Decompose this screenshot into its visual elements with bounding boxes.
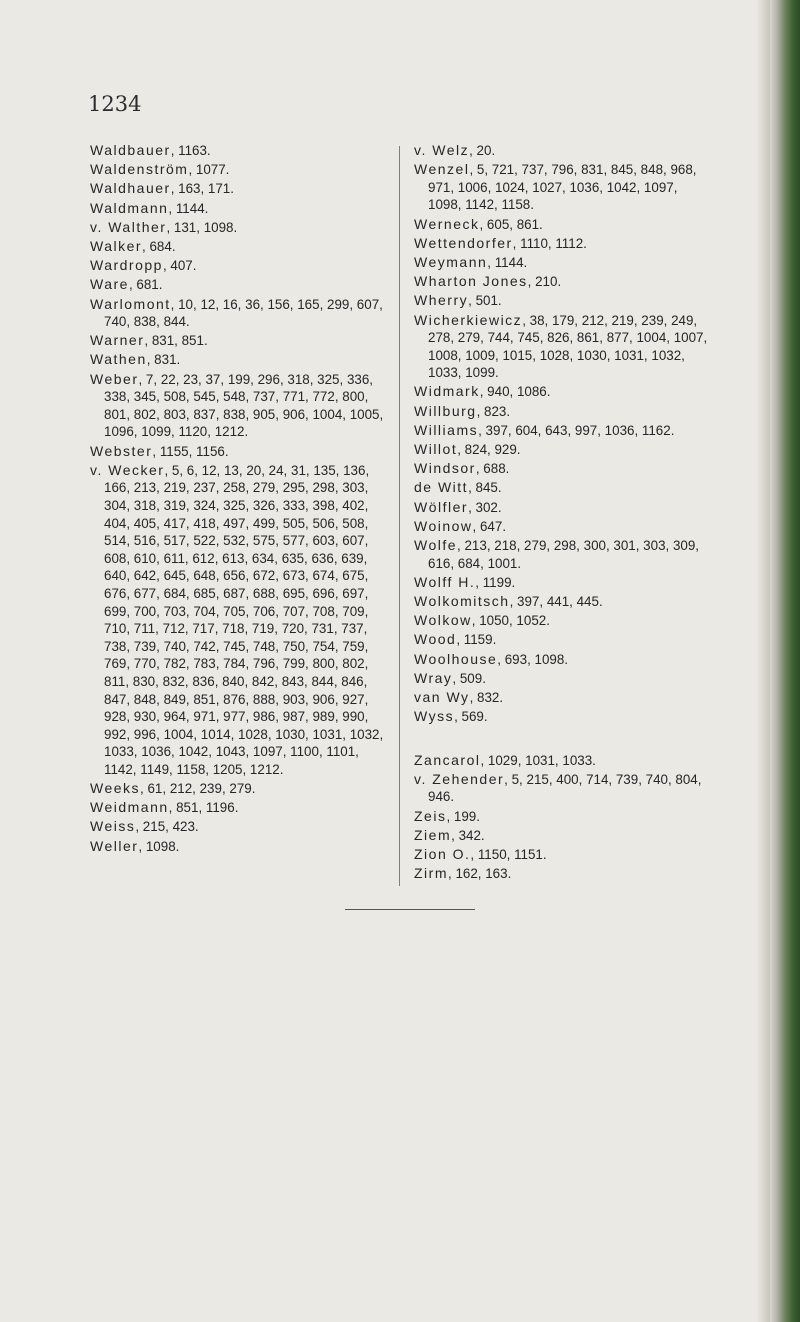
index-entry [414, 383, 714, 401]
index-entry [414, 537, 714, 572]
entry-name: v. Wecker [90, 461, 165, 478]
entry-name: Weidmann [90, 799, 169, 816]
index-entry [414, 499, 714, 517]
index-entry [90, 443, 392, 461]
index-entry [414, 651, 714, 669]
entry-name: Woinow [414, 517, 473, 534]
index-entry [90, 238, 392, 256]
entry-name: Warner [90, 332, 145, 349]
entry-name: Weymann [414, 253, 488, 270]
entry-page-refs: , 1159. [456, 632, 497, 648]
entry-page-refs: , 509. [452, 670, 486, 686]
entry-name: Warlomont [90, 295, 171, 312]
entry-page-refs: , 1098. [138, 838, 180, 854]
index-entry [90, 142, 392, 160]
entry-name: Wathen [90, 351, 147, 368]
entry-name: Wettendorfer [414, 234, 513, 251]
entry-name: Webster [90, 442, 153, 459]
entry-name: v. Walther [90, 218, 167, 235]
entry-page-refs: , 845. [468, 480, 502, 496]
entry-name: Weber [90, 370, 139, 387]
index-entry [414, 292, 714, 310]
entry-name: Weeks [90, 780, 141, 797]
entry-page-refs: , 688. [475, 461, 510, 477]
entry-page-refs: , 7, 22, 23, 37, 199, 296, 318, 325, 336, 338, 345, 508, 545, 548, 737, 771, 772, 800, 801, 802, 803, 837, 838, 905, 906, 1004, 1005, 1096, 1099, 1120, 1212. [104, 371, 384, 440]
entry-name: Wenzel [414, 161, 470, 178]
entry-page-refs: , 647. [472, 518, 507, 534]
entry-page-refs: , 342. [451, 827, 485, 843]
index-entry [414, 235, 714, 253]
entry-page-refs: , 1110, 1112. [512, 235, 587, 251]
entry-page-refs: , 940, 1086. [479, 384, 551, 400]
index-entry [414, 827, 714, 845]
index-entry [414, 441, 714, 459]
entry-page-refs: , 831, 851. [144, 333, 208, 349]
entry-name: Werneck [414, 215, 480, 232]
index-entry [90, 462, 392, 779]
index-entry [414, 631, 714, 649]
entry-page-refs: , 831. [146, 352, 181, 368]
index-entry [414, 161, 714, 214]
index-entry [414, 479, 714, 497]
entry-page-refs: , 693, 1098. [497, 651, 569, 667]
entry-page-refs: , 38, 179, 212, 219, 239, 249, 278, 279, 744, 745, 826, 861, 877, 1004, 1007, 1008, 1009, 1015, 1028, 1030, 1031, 1032, 1033, 1099. [428, 312, 708, 381]
entry-name: Wherry [414, 292, 469, 309]
end-rule [345, 909, 475, 910]
entry-name: van Wy [414, 688, 470, 705]
entry-name: Wood [414, 631, 457, 648]
index-entry [90, 371, 392, 441]
index-entry [414, 752, 714, 770]
entry-name: Windsor [414, 460, 476, 477]
entry-name: Williams [414, 421, 479, 438]
index-entry [414, 670, 714, 688]
index-entry [90, 296, 392, 331]
entry-name: Weiss [90, 818, 136, 835]
index-entry [90, 161, 392, 179]
entry-page-refs: , 20. [469, 143, 496, 158]
index-column-right [414, 142, 714, 884]
entry-page-refs: , 10, 12, 16, 36, 156, 165, 299, 607, 740, 838, 844. [104, 296, 383, 330]
index-entry [414, 593, 714, 611]
entry-name: v. Welz [414, 142, 470, 158]
entry-page-refs: , 501. [468, 293, 502, 309]
entry-name: Zancarol [414, 751, 481, 768]
entry-page-refs: , 397, 441, 445. [509, 593, 603, 609]
entry-page-refs: , 1029, 1031, 1033. [480, 752, 596, 768]
index-entry [90, 780, 392, 798]
entry-page-refs: , 1163. [170, 143, 211, 158]
index-entry [414, 808, 714, 826]
index-entry [90, 200, 392, 218]
entry-page-refs: , 199. [446, 808, 480, 824]
index-entry [414, 273, 714, 291]
entry-name: Waldmann [90, 199, 169, 216]
entry-name: Wolkomitsch [414, 592, 510, 609]
index-entry [414, 518, 714, 536]
entry-name: Wolfe [414, 536, 458, 553]
entry-page-refs: , 131, 1098. [166, 219, 238, 235]
index-entry [90, 799, 392, 817]
entry-page-refs: , 1199. [475, 574, 516, 590]
entry-name: Zion O. [414, 846, 471, 862]
entry-name: Woolhouse [414, 650, 498, 667]
entry-page-refs: , 213, 218, 279, 298, 300, 301, 303, 309, 616, 684, 1001. [428, 537, 700, 571]
index-entry [414, 708, 714, 726]
entry-page-refs: , 5, 721, 737, 796, 831, 845, 848, 968, 971, 1006, 1024, 1027, 1036, 1042, 1097, 1098, 1142, 1158. [428, 162, 697, 213]
entry-page-refs: , 605, 861. [479, 216, 543, 232]
entry-page-refs: , 5, 6, 12, 13, 20, 24, 31, 135, 136, 166, 213, 219, 237, 258, 279, 295, 298, 303, 304, 318, 319, 324, 325, 326, 333, 398, 402, 404, 405, 417, 418, 497, 499, 505, 506, 508, 514, 516, 517, 522, 532, 575, 577, 603, 607, 608, 610, 611, 612, 613, 634, 635, 636, 639, 640, 642, 645, 648, 656, 672, 673, 674, 675, 676, 677, 684, 685, 687, 688, 695, 696, 697, 699, 700, 703, 704, 705, 706, 707, 708, 709, 710, 711, 712, 717, 718, 719, 720, 731, 737, 738, 739, 740, 742, 745, 748, 750, 754, 759, 769, 770, 782, 783, 784, 796, 799, 800, 802, 811, 830, 832, 836, 840, 842, 843, 844, 846, 847, 848, 849, 851, 876, 888, 903, 906, 927, 928, 930, 964, 971, 977, 986, 987, 989, 990, 992, 996, 1004, 1014, 1028, 1030, 1031, 1032, 1033, 1036, 1042, 1043, 1097, 1100, 1101, 1142, 1149, 1158, 1205, 1212. [104, 462, 384, 777]
index-entry [414, 846, 714, 864]
index-column-left [90, 142, 392, 857]
entry-name: Weller [90, 837, 139, 854]
entry-page-refs: , 684. [142, 238, 176, 254]
entry-name: v. Zehender [414, 770, 505, 787]
index-entry [414, 422, 714, 440]
index-entry [414, 403, 714, 421]
entry-page-refs: , 823. [476, 403, 511, 419]
book-edge [770, 0, 800, 1322]
index-entry [414, 312, 714, 382]
entry-name: Waldenström [90, 161, 189, 178]
index-entry [414, 142, 714, 160]
entry-name: de Witt [414, 479, 469, 496]
entry-name: Wardropp [90, 257, 163, 274]
index-entry [414, 254, 714, 272]
entry-name: Wolkow [414, 612, 472, 629]
index-entry [414, 771, 714, 806]
entry-name: Wölfler [414, 498, 469, 515]
entry-name: Willot [414, 441, 458, 458]
entry-page-refs: , 824, 929. [457, 442, 521, 458]
index-entry [90, 332, 392, 350]
entry-page-refs: , 851, 1196. [168, 800, 239, 816]
entry-page-refs: , 1144. [487, 254, 528, 270]
entry-name: Wray [414, 669, 453, 686]
entry-page-refs: , 210. [527, 274, 562, 290]
index-entry [414, 216, 714, 234]
index-entry [414, 460, 714, 478]
index-entry [414, 612, 714, 630]
entry-name: Walker [90, 237, 143, 254]
entry-name: Wicherkiewicz [414, 311, 523, 328]
entry-page-refs: , 1144. [168, 200, 209, 216]
entry-name: Ware [90, 276, 129, 293]
entry-name: Waldhauer [90, 180, 171, 197]
entry-name: Waldbauer [90, 142, 171, 158]
index-entry [90, 818, 392, 836]
entry-page-refs: , 162, 163. [448, 866, 512, 882]
index-entry [90, 257, 392, 275]
entry-page-refs: , 215, 423. [135, 819, 199, 835]
index-entry [414, 865, 714, 883]
entry-page-refs: , 61, 212, 239, 279. [140, 781, 256, 797]
entry-page-refs: , 397, 604, 643, 997, 1036, 1162. [478, 422, 675, 438]
index-entry [414, 689, 714, 707]
page-number: 1234 [88, 92, 142, 116]
index-entry [90, 219, 392, 237]
entry-page-refs: , 1150, 1151. [470, 847, 547, 862]
entry-page-refs: , 302. [468, 499, 502, 515]
entry-page-refs: , 163, 171. [170, 181, 234, 197]
column-divider [399, 146, 400, 886]
entry-page-refs: , 5, 215, 400, 714, 739, 740, 804, 946. [428, 771, 702, 805]
entry-page-refs: , 1077. [188, 162, 230, 178]
entry-name: Zirm [414, 865, 448, 882]
index-entry [90, 838, 392, 856]
entry-page-refs: , 832. [469, 689, 504, 705]
entry-page-refs: , 407. [162, 258, 197, 274]
entry-page-refs: , 681. [128, 277, 163, 293]
index-entry [90, 276, 392, 294]
entry-page-refs: , 1050, 1052. [471, 613, 550, 629]
entry-page-refs: , 1155, 1156. [152, 443, 229, 459]
entry-name: Zeis [414, 807, 447, 824]
index-entry [414, 574, 714, 592]
entry-name: Ziem [414, 826, 452, 843]
entry-name: Wolff H. [414, 573, 476, 590]
entry-name: Wyss [414, 708, 455, 725]
index-entry [90, 351, 392, 369]
page-edge-shadow [756, 0, 770, 1322]
entry-name: Widmark [414, 383, 480, 400]
entry-name: Willburg [414, 402, 477, 419]
index-entry [90, 180, 392, 198]
entry-name: Wharton Jones [414, 273, 528, 290]
entry-page-refs: , 569. [454, 709, 488, 725]
